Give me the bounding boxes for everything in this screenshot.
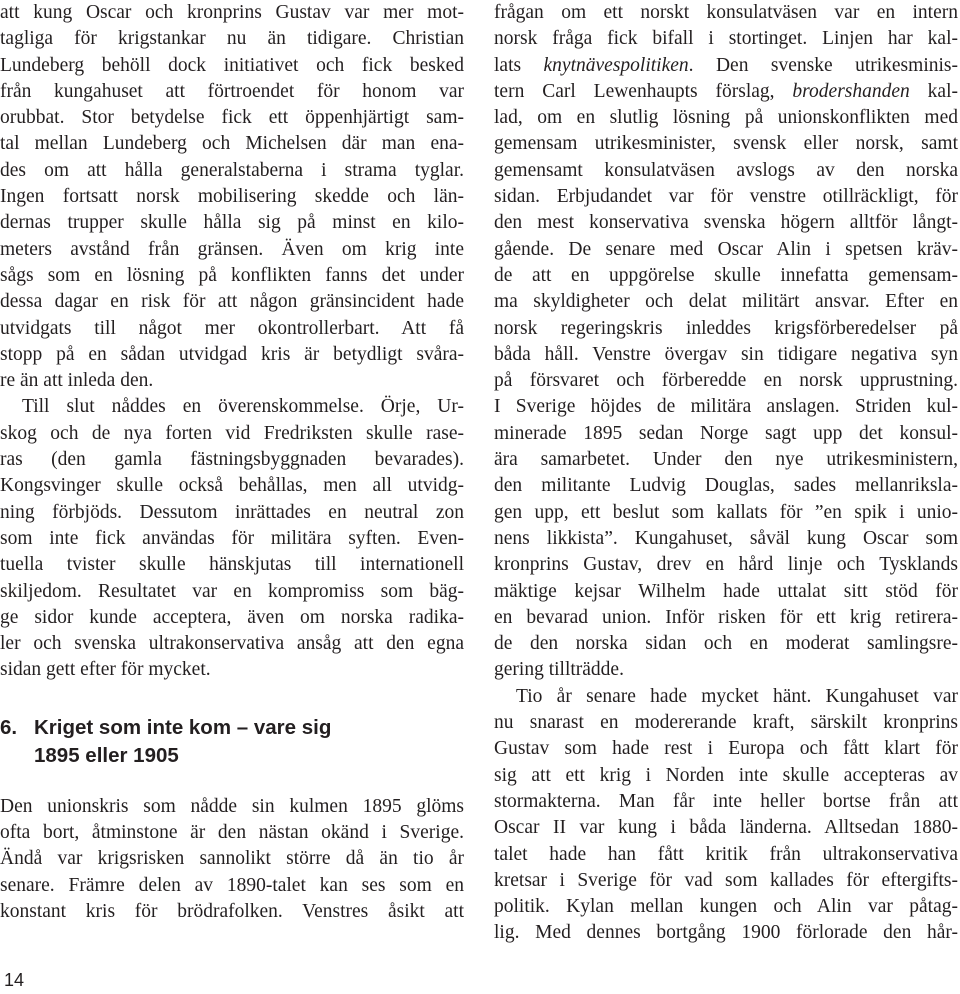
text-line: ge sidor kunde acceptera, även om norska radika- [0, 606, 464, 628]
text-line: Till slut nåddes en överenskommelse. Örje, Ur- [22, 396, 464, 418]
text-line: på försvaret och förberedde en norsk upprustning. [494, 370, 958, 392]
text-line: Lundeberg behöll dock initiativet och fick besked [0, 54, 464, 76]
section-number: 6. [0, 715, 18, 739]
text-line: lig. Med dennes bortgång 1900 förlorade den hår- [494, 922, 958, 944]
text-line: sig att ett krig i Norden inte skulle accepteras av [494, 764, 958, 786]
body-paragraph [0, 0, 464, 394]
right-column [494, 0, 958, 947]
left-column [0, 0, 464, 925]
text-line: lad, om en slutlig lösning på unionskonflikten med [494, 107, 958, 129]
text-line: ma skyldigheter och delat militärt ansvar. Efter en [494, 291, 958, 313]
text-line: den militante Ludvig Douglas, sades mellanriksla- [494, 475, 958, 497]
text-line: ler och svenska ultrakonservativa ansåg att den egna [0, 633, 464, 655]
text-line: en bevarad union. Inför risken för ett krig retirera- [494, 606, 958, 628]
page-number: 14 [4, 970, 25, 990]
text-line: som inte fick användas för militära syften. Even- [0, 527, 464, 549]
text-line: norsk fråga fick bifall i stortinget. Linjen har kal- [494, 28, 958, 50]
body-paragraph [0, 794, 464, 925]
text-line: gen upp, ett beslut som kallats för ”en spik i unio- [494, 501, 958, 523]
text-line: sågs som en lösning på konflikten fanns det under [0, 264, 464, 286]
text-line: skiljedom. Resultatet var en kompromiss som bäg- [0, 580, 464, 602]
text-line: tern Carl Lewenhaupts förslag, brodershanden kal- [494, 80, 958, 102]
text-line: båda håll. Venstre övergav sin tidigare negativa syn [494, 343, 958, 365]
text-line: tuella tvister skulle hänskjutas till internationell [0, 554, 464, 576]
text-line: ras (den gamla fästningsbyggnaden bevarades). [0, 449, 464, 471]
text-line: dernas trupper skulle hålla sig på minst en kilo- [0, 212, 464, 234]
text-line: Tio år senare hade mycket hänt. Kungahuset var [516, 685, 958, 707]
text-line: Den unionskris som nådde sin kulmen 1895 glöms [0, 795, 464, 817]
text-line: tagliga för krigstankar nu än tidigare. Christian [0, 28, 464, 50]
text-line: gemensamt konsulatväsen avslogs av den norska [494, 159, 958, 181]
text-line: talet hade han fått kritik från ultrakonservativa [494, 843, 958, 865]
text-line: Oscar II var kung i båda länderna. Alltsedan 1880- [494, 817, 958, 839]
text-line: re än att inleda den. [0, 370, 154, 392]
text-line: politik. Kylan mellan kungen och Alin var påtag- [494, 896, 958, 918]
text-line: nens likkista”. Kungahuset, såväl kung Oscar som [494, 527, 958, 549]
text-line: orubbat. Stor betydelse fick ett öppenhjärtigt sam- [0, 107, 464, 129]
text-line: mäktige kejsar Wilhelm hade uttalat sitt stöd för [494, 580, 958, 602]
text-line: frågan om ett norskt konsulatväsen var en intern [494, 2, 958, 23]
text-line: meters avstånd från gränsen. Även om krig inte [0, 238, 464, 260]
text-line: Kongsvinger skulle också behållas, men all utvidg- [0, 475, 464, 497]
text-line: de den norska sidan och en moderat samlingsre- [494, 633, 958, 655]
text-line: den mest konservativa svenska högern alltför långt- [494, 212, 958, 234]
text-line: stopp på en sådan utvidgad kris är betydligt svåra- [0, 343, 464, 365]
text-line: sidan gett efter för mycket. [0, 659, 211, 681]
text-line: utvidgats till något mer okontrollerbart. Att få [0, 317, 464, 339]
section-title-line: 1895 eller 1905 [34, 743, 179, 767]
text-line: kretsar i Sverige för vad som kallades för eftergifts- [494, 869, 958, 891]
text-line: kronprins Gustav, drev en hård linje och Tysklands [494, 554, 958, 576]
text-line: ära samarbetet. Under den nye utrikesministern, [494, 449, 958, 471]
text-line: ning förbjöds. Dessutom inrättades en neutral zon [0, 501, 464, 523]
text-line: Ingen fortsatt norsk mobilisering skedde och län- [0, 186, 464, 208]
section-heading [0, 714, 464, 742]
text-line: att kung Oscar och kronprins Gustav var mer mot- [0, 2, 464, 23]
section-title-line: Kriget som inte kom – vare sig [34, 715, 332, 739]
text-line: tal mellan Lundeberg och Michelsen där man ena- [0, 133, 464, 155]
text-line: dessa dagar en risk för att någon gränsincident hade [0, 291, 464, 313]
text-line: konstant kris för brödrafolken. Venstres åsikt att [0, 900, 464, 922]
text-line: des om att hålla generalstaberna i strama tyglar. [0, 159, 464, 181]
text-line: senare. Främre delen av 1890-talet kan ses som en [0, 874, 464, 896]
text-line: stormakterna. Man får inte heller bortse från att [494, 790, 958, 812]
text-line: norsk regeringskris inleddes krigsförberedelser på [494, 317, 958, 339]
text-line: Ändå var krigsrisken sannolikt större då än tio år [0, 848, 464, 870]
body-paragraph [494, 684, 958, 947]
text-line: de att en uppgörelse skulle innefatta gemensam- [494, 264, 958, 286]
text-line: minerade 1895 sedan Norge sagt upp det konsul- [494, 422, 958, 444]
text-line: lats knytnävespolitiken. Den svenske utrikesminis- [494, 54, 958, 76]
text-line: sidan. Erbjudandet var för venstre otillräckligt, för [494, 186, 958, 208]
text-line: nu snarast en modererande kraft, särskilt kronprins [494, 712, 958, 734]
text-line: ofta bort, åtminstone är den nästan okänd i Sverige. [0, 822, 464, 844]
text-line: gemensam utrikesminister, svensk eller norsk, samt [494, 133, 958, 155]
text-line: från kungahuset att förtroendet för honom var [0, 80, 464, 102]
text-line: gående. De senare med Oscar Alin i spetsen kräv- [494, 238, 958, 260]
text-line: gering tillträdde. [494, 659, 624, 681]
text-line: skog och de nya forten vid Fredriksten skulle rase- [0, 422, 464, 444]
body-paragraph [0, 394, 464, 683]
section-heading-continuation [0, 742, 464, 770]
text-line: Gustav som hade rest i Europa och fått klart för [494, 738, 958, 760]
body-paragraph [494, 0, 958, 684]
text-line: I Sverige höjdes de militära anslagen. Striden kul- [494, 396, 958, 418]
